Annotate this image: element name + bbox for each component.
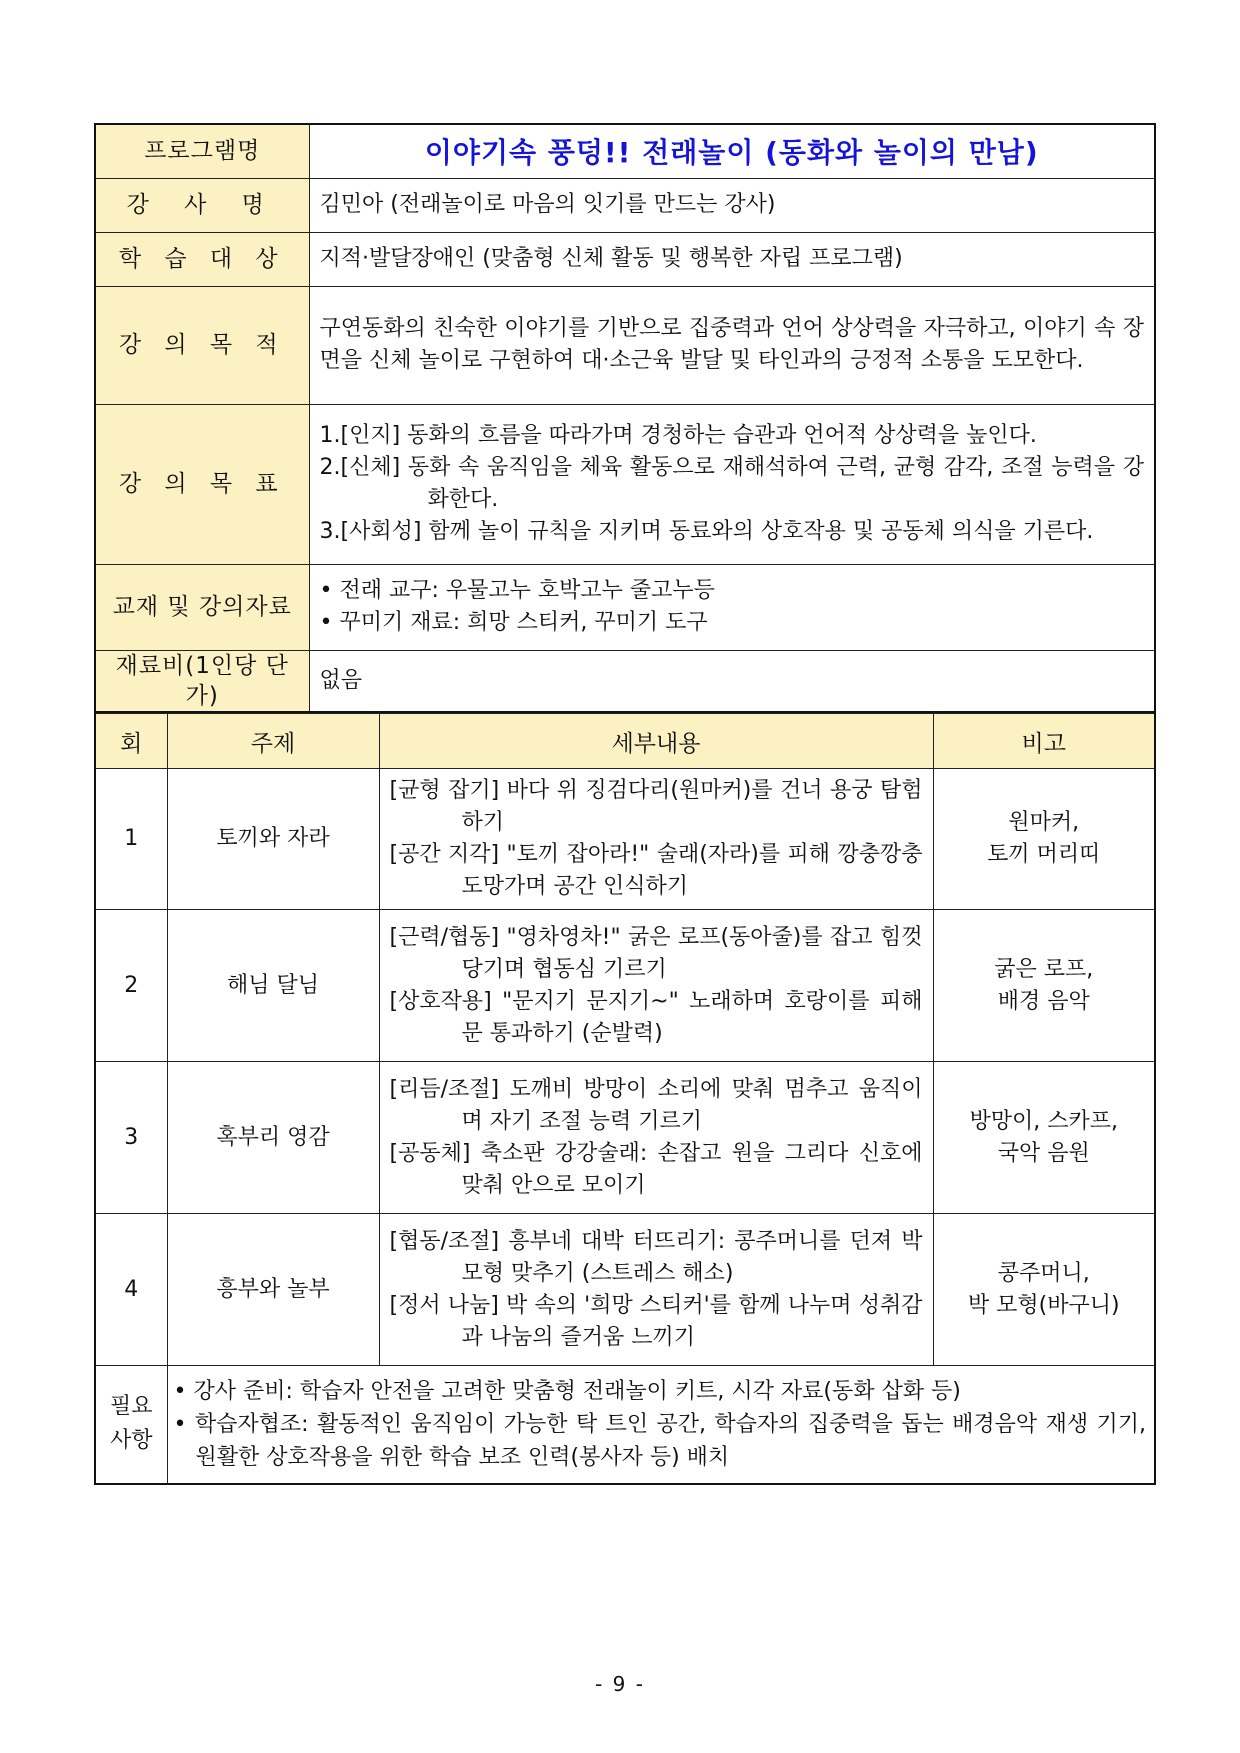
goal-item: 3.[사회성] 함께 놀이 규칙을 지키며 동료와의 상호작용 및 공동체 의식을 기른다. <box>319 519 1094 544</box>
session-details <box>379 769 933 910</box>
goals-list <box>309 404 1155 564</box>
target-value: 지적·발달장애인 (맞춤형 신체 활동 및 행복한 자립 프로그램) <box>309 232 1155 286</box>
instructor-label: 강 사 명 <box>95 178 309 232</box>
program-info-table <box>94 123 1156 713</box>
materials-list <box>309 564 1155 650</box>
cost-label: 재료비(1인당 단가) <box>95 650 309 712</box>
session-details <box>379 910 933 1062</box>
lecture-plan <box>94 123 1156 1485</box>
activity-item: [공동체] 축소판 강강술래: 손잡고 원을 그리다 신호에 맞춰 안으로 모이기 <box>389 1140 923 1198</box>
material-item: • 전래 교구: 우물고누 호박고누 줄고누등 <box>319 578 715 603</box>
session-topic: 해님 달님 <box>167 910 379 1062</box>
purpose-label: 강 의 목 적 <box>95 286 309 404</box>
activity-item: [공간 지각] "토끼 잡아라!" 술래(자라)를 피해 깡충깡충 도망가며 공간 인식하기 <box>389 842 923 899</box>
session-number: 4 <box>95 1214 167 1366</box>
schedule-table <box>94 713 1156 1485</box>
activity-item: [근력/협동] "영차영차!" 굵은 로프(동아줄)를 잡고 힘껏 당기며 협동심 기르기 <box>389 924 923 982</box>
program-name-label: 프로그램명 <box>95 124 309 178</box>
purpose-value: 구연동화의 친숙한 이야기를 기반으로 집중력과 언어 상상력을 자극하고, 이야기 속 장면을 신체 놀이로 구현하여 대·소근육 발달 및 타인과의 긍정적 소통을 도모한다. <box>309 286 1155 404</box>
goal-item: 2.[신체] 동화 속 움직임을 체육 활동으로 재해석하여 근력, 균형 감각, 조절 능력을 강화한다. <box>319 455 1144 512</box>
activity-item: [균형 잡기] 바다 위 징검다리(원마커)를 건너 용궁 탐험하기 <box>389 778 923 835</box>
materials-label: 교재 및 강의자료 <box>95 564 309 650</box>
cost-value: 없음 <box>309 650 1155 712</box>
table-row <box>95 769 1155 910</box>
activity-item: [리듬/조절] 도깨비 방망이 소리에 맞춰 멈추고 움직이며 자기 조절 능력 기르기 <box>389 1076 923 1134</box>
col-header-session: 회 <box>95 714 167 769</box>
session-details <box>379 1062 933 1214</box>
activity-item: [협동/조절] 흥부네 대박 터뜨리기: 콩주머니를 던져 박 모형 맞추기 (스트레스 해소) <box>389 1228 923 1286</box>
goals-label: 강 의 목 표 <box>95 404 309 564</box>
session-topic: 흥부와 놀부 <box>167 1214 379 1366</box>
table-row <box>95 1214 1155 1366</box>
table-row <box>95 1062 1155 1214</box>
material-item: • 꾸미기 재료: 희망 스티커, 꾸미기 도구 <box>319 610 708 635</box>
requirement-item: • 강사 준비: 학습자 안전을 고려한 맞춤형 전래놀이 키트, 시각 자료(동화 삽화 등) <box>173 1378 961 1404</box>
session-number: 2 <box>95 910 167 1062</box>
session-topic: 토끼와 자라 <box>167 769 379 910</box>
target-label: 학 습 대 상 <box>95 232 309 286</box>
requirements-list <box>167 1366 1155 1484</box>
col-header-topic: 주제 <box>167 714 379 769</box>
col-header-note: 비고 <box>933 714 1155 769</box>
instructor-value: 김민아 (전래놀이로 마음의 잇기를 만드는 강사) <box>309 178 1155 232</box>
program-name: 이야기속 풍덩!! 전래놀이 (동화와 놀이의 만남) <box>309 124 1155 178</box>
session-topic: 혹부리 영감 <box>167 1062 379 1214</box>
session-number: 1 <box>95 769 167 910</box>
session-number: 3 <box>95 1062 167 1214</box>
activity-item: [상호작용] "문지기 문지기~" 노래하며 호랑이를 피해 문 통과하기 (순발력) <box>389 988 923 1046</box>
session-note: 굵은 로프, 배경 음악 <box>933 910 1155 1062</box>
requirements-row <box>95 1366 1155 1484</box>
page-number: - 9 - <box>595 1672 645 1696</box>
session-note: 방망이, 스카프, 국악 음원 <box>933 1062 1155 1214</box>
session-note: 원마커, 토끼 머리띠 <box>933 769 1155 910</box>
session-note: 콩주머니, 박 모형(바구니) <box>933 1214 1155 1366</box>
table-row <box>95 910 1155 1062</box>
activity-item: [정서 나눔] 박 속의 '희망 스티커'를 함께 나누며 성취감과 나눔의 즐거움 느끼기 <box>389 1292 923 1350</box>
session-details <box>379 1214 933 1366</box>
col-header-details: 세부내용 <box>379 714 933 769</box>
requirements-label: 필요 사항 <box>95 1366 167 1484</box>
goal-item: 1.[인지] 동화의 흐름을 따라가며 경청하는 습관과 언어적 상상력을 높인다. <box>319 423 1037 448</box>
requirement-item: • 학습자협조: 활동적인 움직임이 가능한 탁 트인 공간, 학습자의 집중력을 돕는 배경음악 재생 기기, 원활한 상호작용을 위한 학습 보조 인력(봉사자 등) 배치 <box>173 1411 1146 1470</box>
